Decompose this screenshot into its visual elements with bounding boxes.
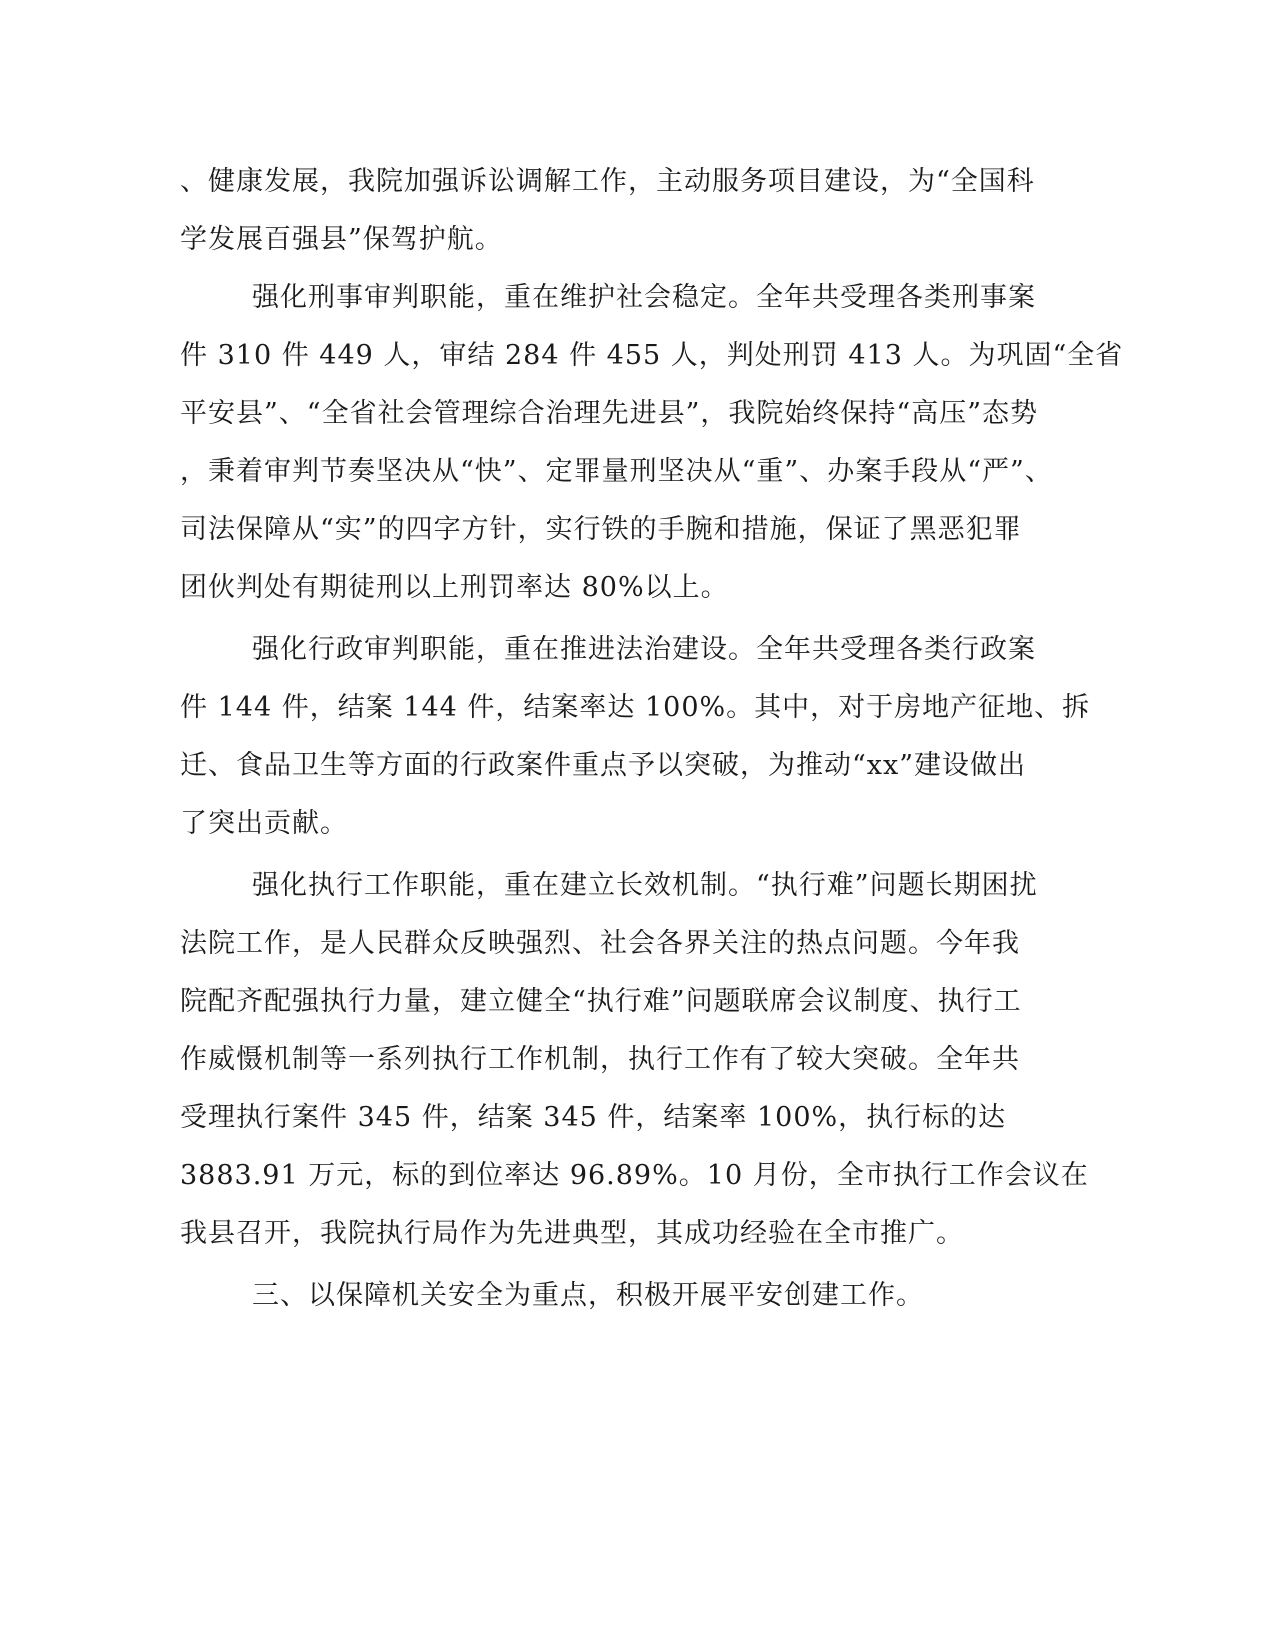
text-line: 受理执行案件 345 件，结案 345 件，结案率 100%，执行标的达 (180, 1102, 1007, 1133)
text-line: 件 310 件 449 人，审结 284 件 455 人，判处刑罚 413 人。为巩固“全省 (180, 340, 1124, 371)
text-line: 我县召开，我院执行局作为先进典型，其成功经验在全市推广。 (180, 1218, 964, 1249)
text-line: 团伙判处有期徒刑以上刑罚率达 80%以上。 (180, 572, 729, 603)
text-line: 强化刑事审判职能，重在维护社会稳定。全年共受理各类刑事案 (252, 282, 1036, 313)
text-line: 3883.91 万元，标的到位率达 96.89%。10 月份，全市执行工作会议在 (180, 1160, 1089, 1191)
text-line: 强化执行工作职能，重在建立长效机制。“执行难”问题长期困扰 (252, 870, 1038, 901)
text-line: 强化行政审判职能，重在推进法治建设。全年共受理各类行政案 (252, 634, 1036, 665)
text-line: 院配齐配强执行力量，建立健全“执行难”问题联席会议制度、执行工 (180, 986, 1022, 1017)
text-line: 迁、食品卫生等方面的行政案件重点予以突破，为推动“xx”建设做出 (180, 750, 1027, 781)
text-line: 法院工作，是人民群众反映强烈、社会各界关注的热点问题。今年我 (180, 928, 1020, 959)
text-line: 件 144 件，结案 144 件，结案率达 100%。其中，对于房地产征地、拆 (180, 692, 1091, 723)
text-line: 学发展百强县”保驾护航。 (180, 224, 503, 255)
section-heading: 三、以保障机关安全为重点，积极开展平安创建工作。 (252, 1280, 924, 1311)
text-line: 司法保障从“实”的四字方针，实行铁的手腕和措施，保证了黑恶犯罪 (180, 514, 1022, 545)
text-line: 作威慑机制等一系列执行工作机制，执行工作有了较大突破。全年共 (180, 1044, 1020, 1075)
text-line: 平安县”、“全省社会管理综合治理先进县”，我院始终保持“高压”态势 (180, 398, 1039, 429)
text-line: 了突出贡献。 (180, 808, 348, 839)
text-line: 、健康发展，我院加强诉讼调解工作，主动服务项目建设，为“全国科 (180, 166, 1035, 197)
text-line: ，秉着审判节奏坚决从“快”、定罪量刑坚决从“重”、办案手段从“严”、 (180, 456, 1053, 487)
